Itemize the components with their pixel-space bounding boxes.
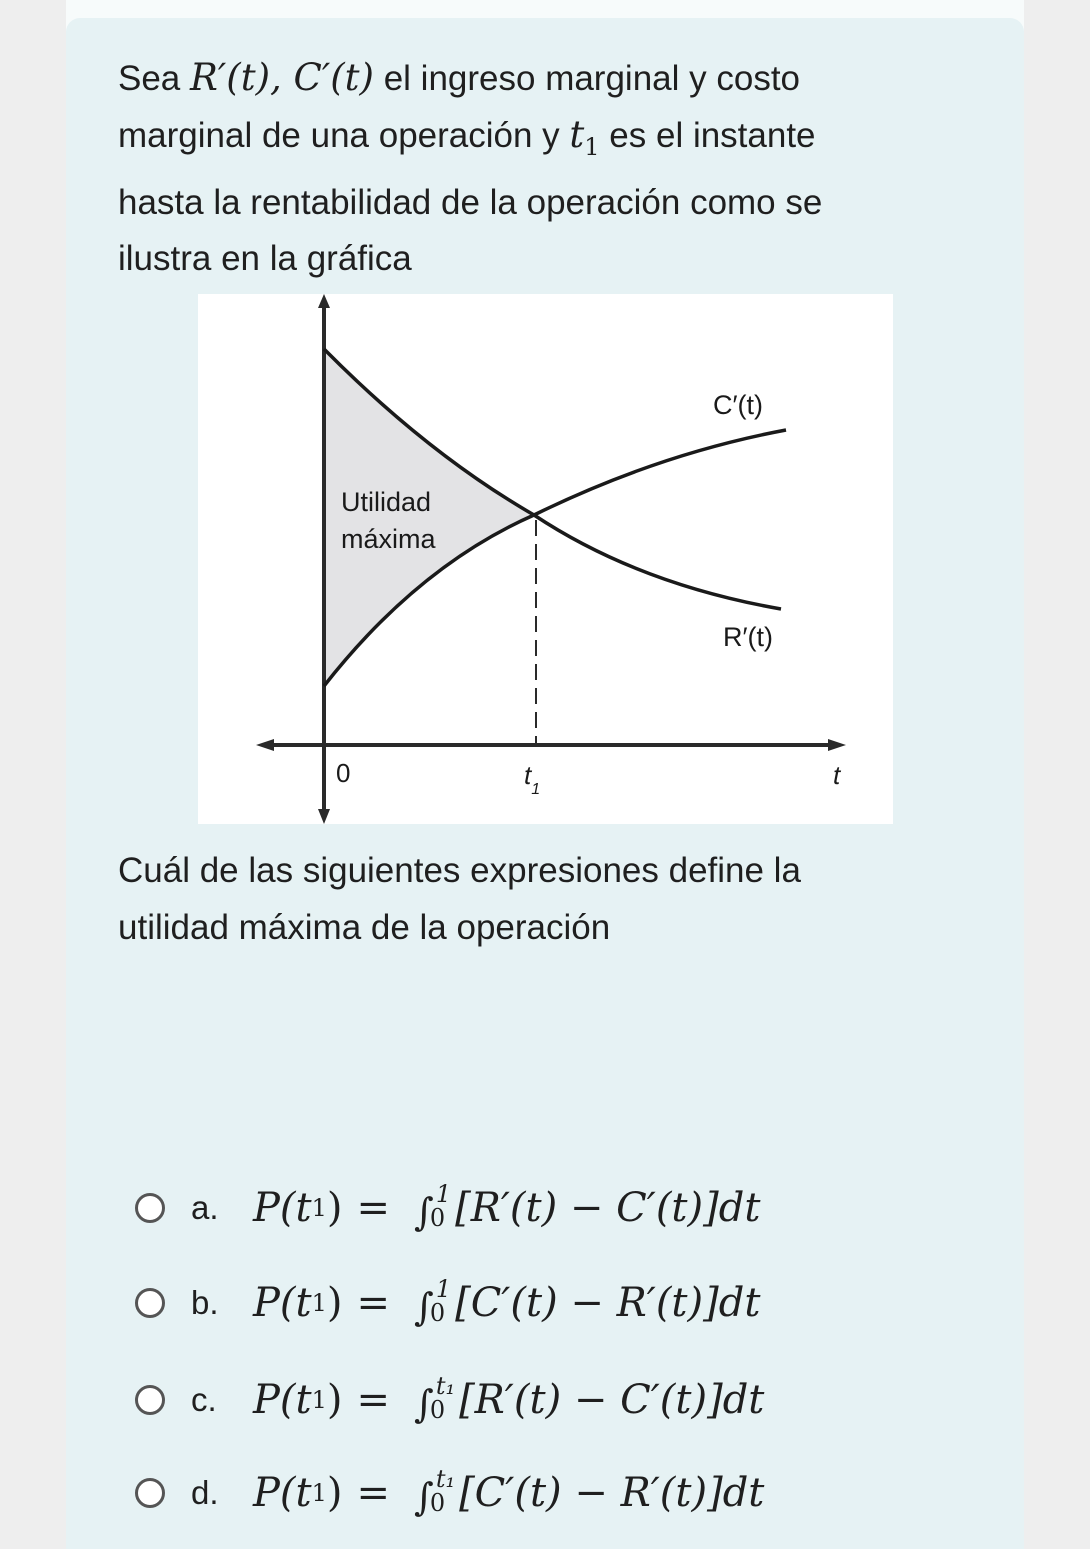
marginal-graph	[198, 294, 893, 824]
x-axis-label: t	[833, 760, 841, 790]
option-letter: a.	[191, 1189, 219, 1226]
max-profit-area	[324, 349, 534, 686]
option-a[interactable]	[135, 1178, 895, 1238]
origin-label: 0	[336, 758, 351, 788]
option-c[interactable]	[135, 1370, 895, 1430]
y-axis-arrow-down	[318, 809, 330, 824]
question-text: Sea R′(t), C′(t) el ingreso marginal y costo marginal de una operación y $t_1$ es el instante hasta la rentabilidad de la operación como se ilustra en la gráfica	[118, 56, 823, 278]
option-formula: P(t 1 ) = ∫ 1 0 [C′(t) − R′(t)]dt	[253, 1275, 761, 1329]
math-functions: R′(t), C′(t)	[190, 56, 374, 99]
y-axis-arrow-up	[318, 294, 330, 308]
radio-d[interactable]	[135, 1478, 165, 1508]
option-formula: P(t 1 ) = ∫ 1 0 [R′(t) − C′(t)]dt	[253, 1180, 761, 1234]
option-b[interactable]	[135, 1273, 895, 1333]
graph-svg	[198, 294, 893, 824]
area-label-line1: Utilidad	[341, 487, 432, 517]
x-axis-arrow-left	[256, 739, 274, 751]
x-axis-arrow-right	[828, 739, 846, 751]
option-letter: b.	[191, 1284, 219, 1321]
option-letter: d.	[191, 1474, 219, 1511]
option-d[interactable]	[135, 1463, 895, 1523]
option-letter: c.	[191, 1381, 217, 1418]
math-t1: $t_1$	[569, 113, 600, 161]
option-formula: P(t 1 ) = ∫ t₁ 0 [C′(t) − R′(t)]dt	[253, 1465, 765, 1519]
cost-curve-label: C′(t)	[713, 390, 764, 420]
option-formula: P(t 1 ) = ∫ t₁ 0 [R′(t) − C′(t)]dt	[253, 1372, 765, 1426]
radio-b[interactable]	[135, 1288, 165, 1318]
question-prompt: Cuál de las siguientes expresiones define la utilidad máxima de la operación	[118, 851, 801, 947]
revenue-curve-label: R′(t)	[723, 622, 774, 652]
t1-label: $t_1$	[524, 760, 541, 798]
area-label-line2: máxima	[341, 524, 436, 554]
radio-c[interactable]	[135, 1385, 165, 1415]
radio-a[interactable]	[135, 1193, 165, 1223]
